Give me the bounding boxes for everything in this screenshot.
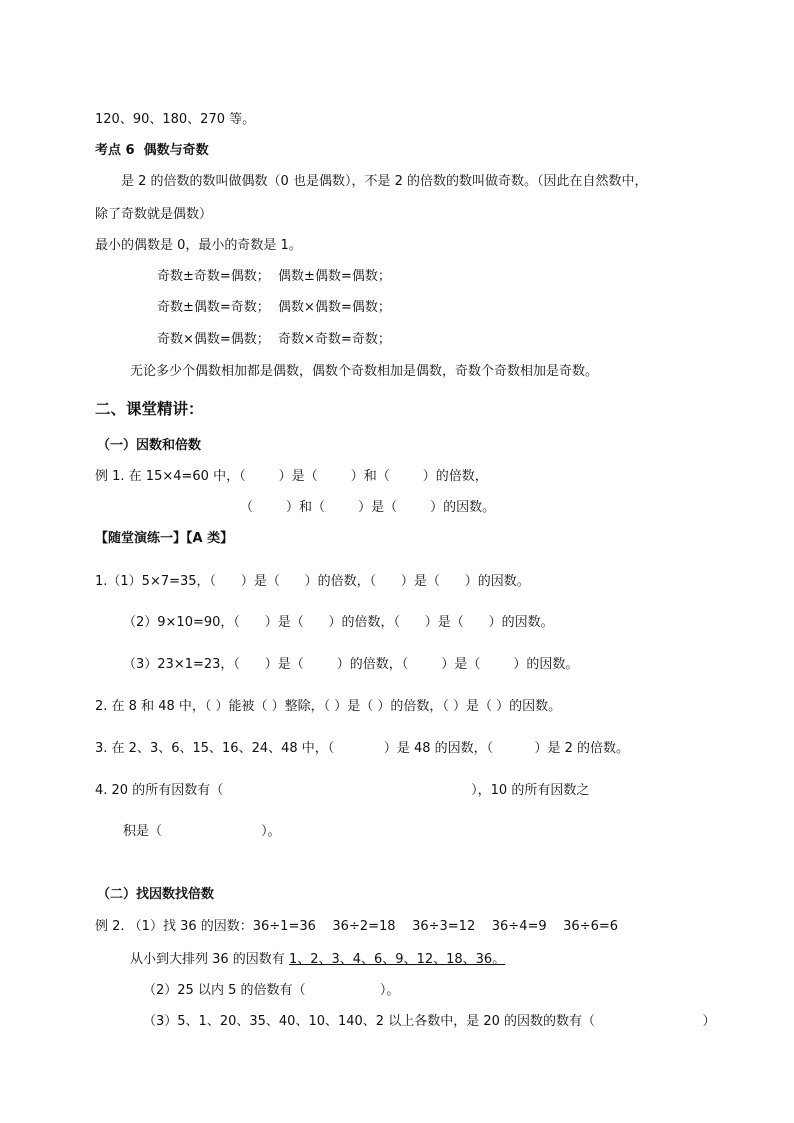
example-line: 例 2. （1）找 36 的因数：36÷1=36 36÷2=18 36÷3=12 36÷4=9 36÷6=6 (95, 919, 619, 934)
exercise-item: 积是（ ）。 (123, 824, 281, 839)
example-line: （3）5、1、20、35、40、10、140、2 以上各数中，是 20 的因数的数有（ ） (143, 1014, 716, 1029)
section-heading: 考点 6 偶数与奇数 (95, 143, 209, 158)
exercise-item: （2）9×10=90，（ ）是（ ）的倍数，（ ）是（ ）的因数。 (123, 615, 554, 630)
subsection-title: （一）因数和倍数 (97, 438, 202, 453)
exercise-item: 4. 20 的所有因数有（ ），10 的所有因数之 (95, 783, 590, 798)
example-line: （ ）和（ ）是（ ）的因数。 (240, 500, 496, 515)
exercise-heading: 【随堂演练一】【A 类】 (95, 531, 234, 546)
rule-line: 奇数±奇数=偶数； 偶数±偶数=偶数； (157, 269, 391, 284)
text-line: 无论多少个偶数相加都是偶数，偶数个奇数相加是偶数，奇数个奇数相加是奇数。 (130, 364, 599, 379)
rule-line: 奇数×偶数=偶数； 奇数×奇数=奇数； (157, 332, 391, 347)
exercise-item: 1.（1）5×7=35，（ ）是（ ）的倍数，（ ）是（ ）的因数。 (95, 574, 530, 589)
text-line: 最小的偶数是 0，最小的奇数是 1。 (95, 238, 302, 253)
exercise-item: 3. 在 2、3、6、15、16、24、48 中，（ ）是 48 的因数，（ ）是 2 的倍数。 (95, 741, 630, 756)
text-line: 120、90、180、270 等。 (95, 112, 256, 127)
subsection-title: （二）找因数找倍数 (97, 887, 215, 902)
rule-line: 奇数±偶数=奇数； 偶数×偶数=偶数； (157, 300, 391, 315)
example-line (130, 951, 505, 969)
example-line: 例 1. 在 15×4=60 中，（ ）是（ ）和（ ）的倍数， (95, 469, 488, 484)
section-title: 二、课堂精讲： (95, 400, 204, 418)
example-answer: 1、2、3、4、6、9、12、18、36。 (288, 952, 506, 967)
exercise-item: （3）23×1=23，（ ）是（ ）的倍数，（ ）是（ ）的因数。 (123, 657, 579, 672)
example-label: 从小到大排列 36 的因数有 (130, 952, 289, 967)
text-line: 是 2 的倍数的数叫做偶数（0 也是偶数），不是 2 的倍数的数叫做奇数。（因此在自然数中， (121, 174, 648, 189)
text-line: 除了奇数就是偶数） (95, 207, 213, 222)
exercise-item: 2. 在 8 和 48 中，（ ）能被（ ）整除，（ ）是（ ）的倍数，（ ）是（ ）的因数。 (95, 699, 562, 714)
example-line: （2）25 以内 5 的倍数有（ ）。 (143, 983, 400, 998)
